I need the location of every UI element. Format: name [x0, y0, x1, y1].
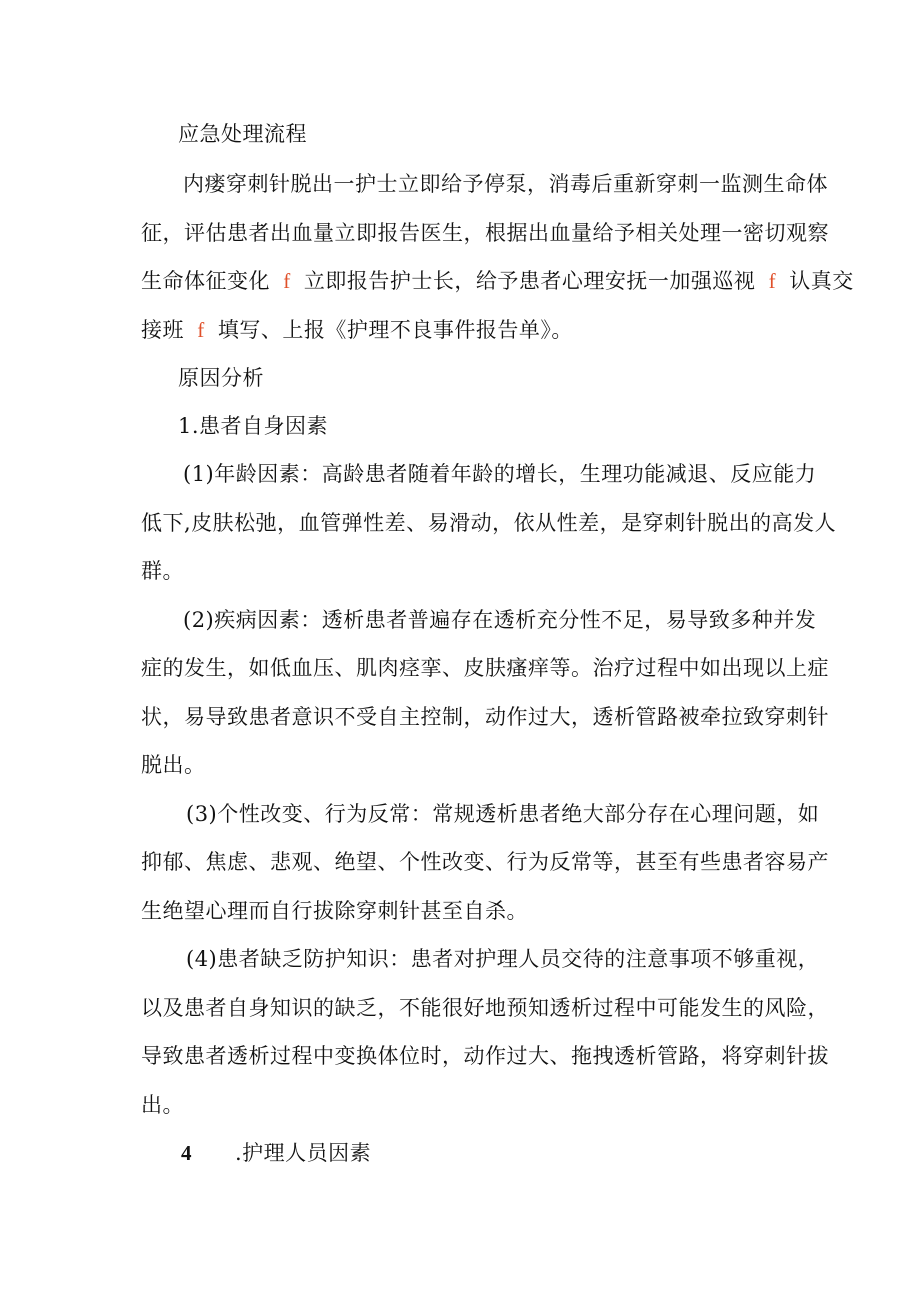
paragraph-disease-line-4: 脱出。	[141, 753, 206, 777]
paragraph-personality-line-3: 生绝望心理而自行拔除穿刺针甚至自杀。	[141, 899, 528, 923]
paragraph-knowledge-line-2: 以及患者自身知识的缺乏，不能很好地预知透析过程中可能发生的风险，	[141, 996, 829, 1020]
paragraph-knowledge-line-4: 出。	[141, 1093, 184, 1117]
paragraph-knowledge-line-3: 导致患者透析过程中变换体位时，动作过大、拖拽透析管路，将穿刺针拔	[141, 1044, 829, 1068]
paragraph-age-line-3: 群。	[141, 559, 184, 583]
section-1-title: 1.患者自身因素	[178, 414, 329, 438]
flow-line-3-part-b: 立即报告护士长，给予患者心理安抚一加强巡视	[303, 269, 756, 293]
flow-line-1: 内瘘穿刺针脱出一护士立即给予停泵，消毒后重新穿刺一监测生命体	[183, 172, 828, 196]
flow-line-4-part-b: 填写、上报《护理不良事件报告单》。	[217, 318, 573, 342]
flow-line-3-part-a: 生命体征变化	[141, 269, 270, 293]
paragraph-disease-line-1: (2)疾病因素：透析患者普遍存在透析充分性不足，易导致多种并发	[183, 608, 817, 632]
flow-line-3-part-c: 认真交	[789, 269, 854, 293]
flow-line-4	[141, 315, 573, 345]
arrow-glyph: f	[197, 318, 205, 342]
heading-emergency-flow: 应急处理流程	[178, 122, 307, 146]
paragraph-personality-line-1: (3)个性改变、行为反常：常规透析患者绝大部分存在心理问题，如	[186, 802, 820, 826]
paragraph-disease-line-3: 状，易导致患者意识不受自主控制，动作过大，透析管路被牵拉致穿刺针	[141, 705, 829, 729]
arrow-glyph: f	[768, 269, 777, 293]
arrow-glyph: f	[283, 269, 291, 293]
paragraph-age-line-1: (1)年龄因素：高龄患者随着年龄的增长，生理功能减退、反应能力	[183, 462, 817, 486]
paragraph-age-line-2: 低下,皮肤松弛，血管弹性差、易滑动，依从性差，是穿刺针脱出的高发人	[141, 511, 837, 535]
flow-line-3	[141, 266, 854, 296]
heading-cause-analysis: 原因分析	[178, 366, 264, 390]
paragraph-disease-line-2: 症的发生，如低血压、肌肉痉挛、皮肤瘙痒等。治疗过程中如出现以上症	[141, 656, 829, 680]
paragraph-personality-line-2: 抑郁、焦虑、悲观、绝望、个性改变、行为反常等，甚至有些患者容易产	[141, 850, 829, 874]
flow-line-2: 征，评估患者出血量立即报告医生，根据出血量给予相关处理一密切观察	[141, 221, 829, 245]
paragraph-knowledge-line-1: (4)患者缺乏防护知识：患者对护理人员交待的注意事项不够重视，	[186, 947, 820, 971]
section-2-number: 4	[181, 1141, 192, 1165]
section-2-title: .护理人员因素	[235, 1141, 372, 1165]
flow-line-4-part-a: 接班	[141, 318, 184, 342]
